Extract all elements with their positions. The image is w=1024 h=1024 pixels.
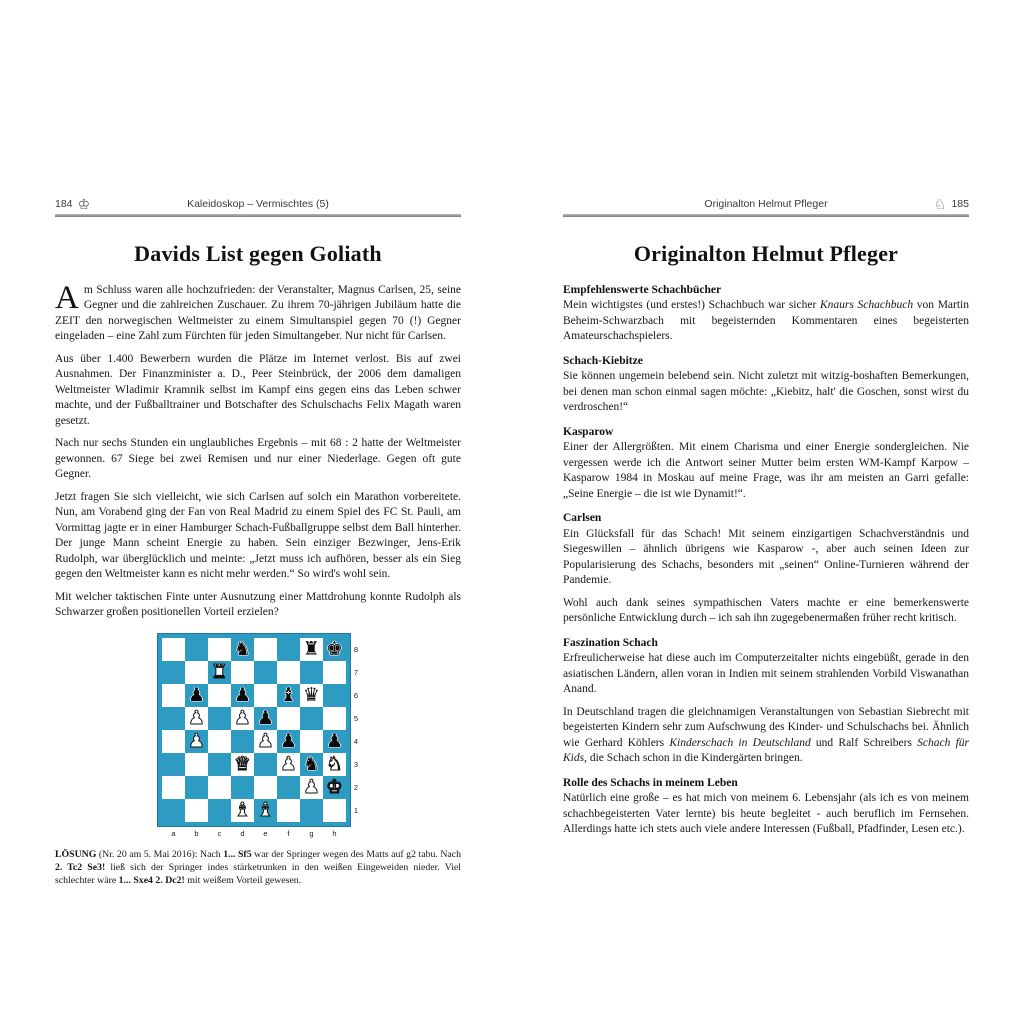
board-square	[323, 753, 346, 776]
article-title: Davids List gegen Goliath	[134, 240, 382, 266]
text-segment: Schach für Kids	[563, 736, 969, 764]
chess-piece-bK: ♚	[325, 637, 343, 660]
text-segment: war der Springer wegen des Matts auf g2 tabu. Nach	[251, 848, 462, 860]
paragraph: Nach nur sechs Stunden ein unglaubliches Ergebnis – mit 68 : 2 hatte der Weltmeister gewonnen. 67 Siege bei zwei Remisen und nur einer Niederlage. Gegen oft gute Gegner.	[55, 437, 461, 480]
paragraph: Erfreulicherweise hat diese auch im Computerzeitalter nichts eingebüßt, gerade in den asiatischen Ländern, allen voran in Indien mit seinem strahlenden Vorbild Viswanathan Anand.	[563, 652, 969, 695]
section-heading: Empfehlenswerte Schachbücher	[563, 283, 722, 296]
board-square	[300, 661, 323, 684]
board-square	[277, 707, 300, 730]
section-kiebitze	[563, 354, 969, 416]
page-right	[563, 196, 969, 845]
page-number: 185	[951, 198, 969, 210]
board-square	[323, 799, 346, 822]
chess-piece-bP: ♟	[187, 683, 205, 706]
board-square	[323, 638, 346, 661]
board-square	[208, 799, 231, 822]
paragraph-text: m Schluss waren alle hochzufrieden: der Veranstalter, Magnus Carlsen, 25, seine Gegner und die zahlreichen Zuschauer. Zu ihrem 70-jährigen Jubiläum hatte die ZEIT den norwegischen Weltmeister zu einem Simultanspiel gegen 70 (!) Gegner eingeladen – eine Zahl zum Fürchten für jeden Simultangeber. Nur nicht für Carlsen.	[55, 283, 461, 342]
solution-text	[55, 848, 461, 888]
header-rule	[55, 214, 461, 217]
article-title: Originalton Helmut Pfleger	[633, 240, 899, 266]
board-square	[300, 776, 323, 799]
rank-label: 4	[353, 736, 359, 746]
dropcap-letter: A	[55, 279, 79, 316]
board-square	[254, 684, 277, 707]
section-carlsen	[563, 511, 969, 627]
chess-piece-wP: ♟	[256, 729, 274, 752]
board-square	[277, 799, 300, 822]
running-head-left	[55, 196, 461, 212]
chess-piece-wB: ♝	[256, 798, 274, 821]
chess-piece-bP: ♟	[256, 706, 274, 729]
paragraph: Jetzt fragen Sie sich vielleicht, wie sich Carlsen auf solch ein Marathon vorbereitete. Nun, am Vorabend ging der Fan von Real Madrid zu einem Spiel des FC St. Pauli, am Vormittag jagte er in einer Hamburger Schach-Fußballgruppe selbst dem Ball hinterher. Der junge Mann scheint Energie zu haben. Sein einziger Bezwinger, Jens-Erik Rudolph, war überglücklich und meinte: „Jetzt muss ich aufhören, besser als ein Sieg gegen den Weltmeister kann es nicht mehr werden.“ So wird's wohl sein.	[55, 490, 461, 580]
rank-label: 6	[353, 690, 359, 700]
board-square	[208, 661, 231, 684]
rank-label: 1	[353, 805, 359, 815]
paragraph: Ein Glücksfall für das Schach! Mit seinem einzigartigen Schachverständnis und Siegeswillen – ähnlich übrigens wie Kasparow -, aber auch seinen Ideen zur Popularisierung des Schachs, besonders mit „seinen“ Online-Turnieren während der Pandemie.	[563, 527, 969, 586]
board-square	[300, 707, 323, 730]
text-segment: (Nr. 20 am 5. Mai 2016): Nach	[96, 848, 224, 860]
chess-piece-bP: ♟	[325, 729, 343, 752]
board-square	[162, 776, 185, 799]
text-segment: und Ralf Schreibers	[810, 736, 918, 749]
chess-board-row	[158, 634, 358, 826]
board-square	[185, 661, 208, 684]
section-kasparow	[563, 425, 969, 503]
rank-labels	[354, 634, 358, 826]
board-square	[162, 661, 185, 684]
board-square	[208, 730, 231, 753]
running-head-right	[563, 196, 969, 212]
text-segment: Kinderschach in Deutschland	[669, 736, 811, 749]
board-square	[185, 753, 208, 776]
chess-piece-wP: ♟	[302, 775, 320, 798]
board-square	[254, 707, 277, 730]
section-faszination	[563, 636, 969, 767]
paragraph: Natürlich eine große – es hat mich von meinem 6. Lebensjahr (als ich es von meinem schachbegeisterten Vater lernte) bis heute begleitet - auch beruflich im Fernsehen. Allerdings hatte ich stets auch viele andere Interessen (Fußball, Pfadfinder, Lesen etc.).	[563, 792, 969, 835]
board-square	[277, 684, 300, 707]
section-schachbuecher	[563, 283, 969, 345]
board-square	[208, 707, 231, 730]
file-label: g	[309, 828, 314, 838]
board-square	[277, 776, 300, 799]
page-number-right-group	[899, 197, 969, 211]
board-square	[162, 730, 185, 753]
board-square	[208, 753, 231, 776]
board-square	[231, 799, 254, 822]
chess-piece-bP: ♟	[279, 729, 297, 752]
board-square	[231, 707, 254, 730]
board-square	[231, 730, 254, 753]
file-label: f	[287, 828, 290, 838]
board-square	[208, 638, 231, 661]
page-number-left-group	[55, 197, 125, 211]
header-rule	[563, 214, 969, 217]
file-label: b	[194, 828, 199, 838]
paragraph	[55, 279, 461, 345]
board-square	[277, 753, 300, 776]
board-square	[162, 638, 185, 661]
board-square	[208, 684, 231, 707]
text-segment: von Martin Beheim-Schwarzbach mit begeisternden Kommentaren eines begeisterten Amateurschachspielers.	[563, 299, 970, 342]
paragraph	[563, 298, 969, 345]
text-segment: 1... Sxe4 2. Dc2!	[118, 875, 185, 887]
chess-piece-wP: ♟	[187, 729, 205, 752]
text-segment: In Deutschland tragen die gleichnamigen Veranstaltungen von Sebastian Siebrecht mit begeisterten Kindern sehr zum Aufschwung des Kinder- und Schulschachs bei. Ähnlich wie Gerhard Köhlers	[563, 705, 969, 749]
section-heading: Carlsen	[563, 512, 602, 524]
board-square	[231, 753, 254, 776]
chess-piece-bN: ♞	[233, 637, 251, 660]
board-square	[300, 638, 323, 661]
board-square	[208, 776, 231, 799]
chess-piece-bN: ♞	[302, 752, 320, 775]
chess-piece-bR: ♜	[302, 637, 320, 660]
chess-piece-wP: ♟	[233, 706, 251, 729]
chess-board	[158, 634, 350, 826]
paragraph	[563, 705, 969, 767]
board-square	[231, 661, 254, 684]
paragraph: Mit welcher taktischen Finte unter Ausnutzung einer Mattdrohung konnte Rudolph als Schwarzer großen positionellen Vorteil erzielen?	[55, 590, 461, 618]
chess-piece-wB: ♝	[233, 798, 251, 821]
text-segment: 2. Tc2 Se3!	[55, 861, 106, 873]
board-square	[185, 776, 208, 799]
board-square	[254, 638, 277, 661]
knight-icon: ♘	[933, 196, 947, 212]
board-square	[162, 707, 185, 730]
board-square	[277, 638, 300, 661]
chess-piece-wQ: ♛	[233, 752, 251, 775]
page-left	[55, 196, 461, 888]
paragraph: Aus über 1.400 Bewerbern wurden die Plätze im Internet verlost. Bis auf zwei Ausnahmen. Der Finanzminister a. D., Peer Steinbrück, der 2006 dem damaligen Weltmeister Wladimir Kramnik selbst im Kampf eins gegen eins das Leben schwer machte, und der Fußballtrainer und Botschafter des Schulschachs Felix Magath waren gesetzt.	[55, 352, 461, 427]
crown-icon: ♔	[77, 196, 91, 212]
page-number: 184	[55, 198, 73, 210]
chess-piece-wK: ♚	[325, 775, 343, 798]
board-square	[231, 638, 254, 661]
board-square	[231, 776, 254, 799]
text-segment: Knaurs Schachbuch	[819, 299, 914, 311]
board-square	[185, 707, 208, 730]
file-label: e	[263, 828, 268, 838]
board-square	[162, 753, 185, 776]
text-segment: Mein wichtigstes (und erstes!) Schachbuch war sicher	[563, 299, 820, 311]
board-square	[254, 730, 277, 753]
board-square	[254, 776, 277, 799]
text-segment: ließ sich der Springer indes stärketrunken in den weißen Eingeweiden nieder. Viel schlechter wäre	[55, 861, 461, 887]
section-heading: Rolle des Schachs in meinem Leben	[563, 776, 738, 789]
board-square	[323, 661, 346, 684]
section-heading: Schach-Kiebitze	[563, 354, 643, 367]
paragraph: Einer der Allergrößten. Mit einem Charisma und einer Energie sondergleichen. Nie vergessen werde ich die Antwort seiner Mutter beim ersten WM-Kampf Karpow – Kasparow 1984 in Moskau auf meine Frage, was ihr am meisten an Garri gefalle: „Seine Energie – die ist wie Dynamit!“.	[563, 441, 969, 500]
board-square	[254, 661, 277, 684]
section-heading: Faszination Schach	[563, 636, 658, 649]
board-square	[185, 638, 208, 661]
text-segment: , die Schach schon in die Kindergärten bringen.	[584, 752, 803, 764]
board-square	[254, 753, 277, 776]
board-square	[323, 776, 346, 799]
file-label: d	[240, 828, 245, 838]
board-square	[185, 730, 208, 753]
board-square	[300, 730, 323, 753]
file-label: c	[217, 828, 222, 838]
board-square	[185, 799, 208, 822]
rank-label: 5	[353, 713, 359, 723]
chess-piece-wN: ♞	[325, 752, 343, 775]
board-square	[277, 661, 300, 684]
board-square	[277, 730, 300, 753]
board-square	[231, 684, 254, 707]
text-segment: mit weißem Vorteil gewesen.	[184, 875, 302, 887]
file-label: a	[171, 828, 176, 838]
chess-piece-wP: ♟	[279, 752, 297, 775]
chess-piece-wR: ♜	[210, 660, 228, 683]
text-segment: 1... Sf5	[223, 848, 252, 860]
board-square	[300, 799, 323, 822]
paragraph: Wohl auch dank seines sympathischen Vaters machte er eine bemerkenswerte persönliche Entwicklung durch – ich sah ihn zugegebenermaßen früher recht kritisch.	[563, 596, 969, 624]
running-head-title: Originalton Helmut Pfleger	[704, 198, 828, 210]
chess-piece-bP: ♟	[233, 683, 251, 706]
board-square	[185, 684, 208, 707]
running-head-title: Kaleidoskop – Vermischtes (5)	[187, 198, 329, 210]
board-square	[300, 753, 323, 776]
chess-diagram	[158, 634, 358, 838]
file-labels	[158, 829, 358, 838]
board-square	[300, 684, 323, 707]
section-rolle	[563, 776, 969, 838]
board-square	[162, 799, 185, 822]
chess-piece-bQ: ♛	[302, 683, 320, 706]
rank-label: 8	[353, 644, 359, 654]
text-segment: LÖSUNG	[55, 848, 97, 860]
file-label: h	[332, 828, 337, 838]
board-square	[323, 684, 346, 707]
rank-label: 7	[353, 667, 359, 677]
paragraph: Sie können ungemein belebend sein. Nicht zuletzt mit witzig-boshaften Bemerkungen, bei denen man schon einmal sagen möchte: „Kiebitz, halt' die Goschen, sonst wirst du verdroschen!“	[563, 370, 969, 413]
board-square	[254, 799, 277, 822]
rank-label: 3	[353, 759, 359, 769]
board-square	[323, 707, 346, 730]
chess-piece-bB: ♝	[279, 683, 297, 706]
chess-piece-wP: ♟	[187, 706, 205, 729]
rank-label: 2	[353, 782, 359, 792]
section-heading: Kasparow	[563, 425, 614, 438]
board-square	[323, 730, 346, 753]
board-square	[162, 684, 185, 707]
